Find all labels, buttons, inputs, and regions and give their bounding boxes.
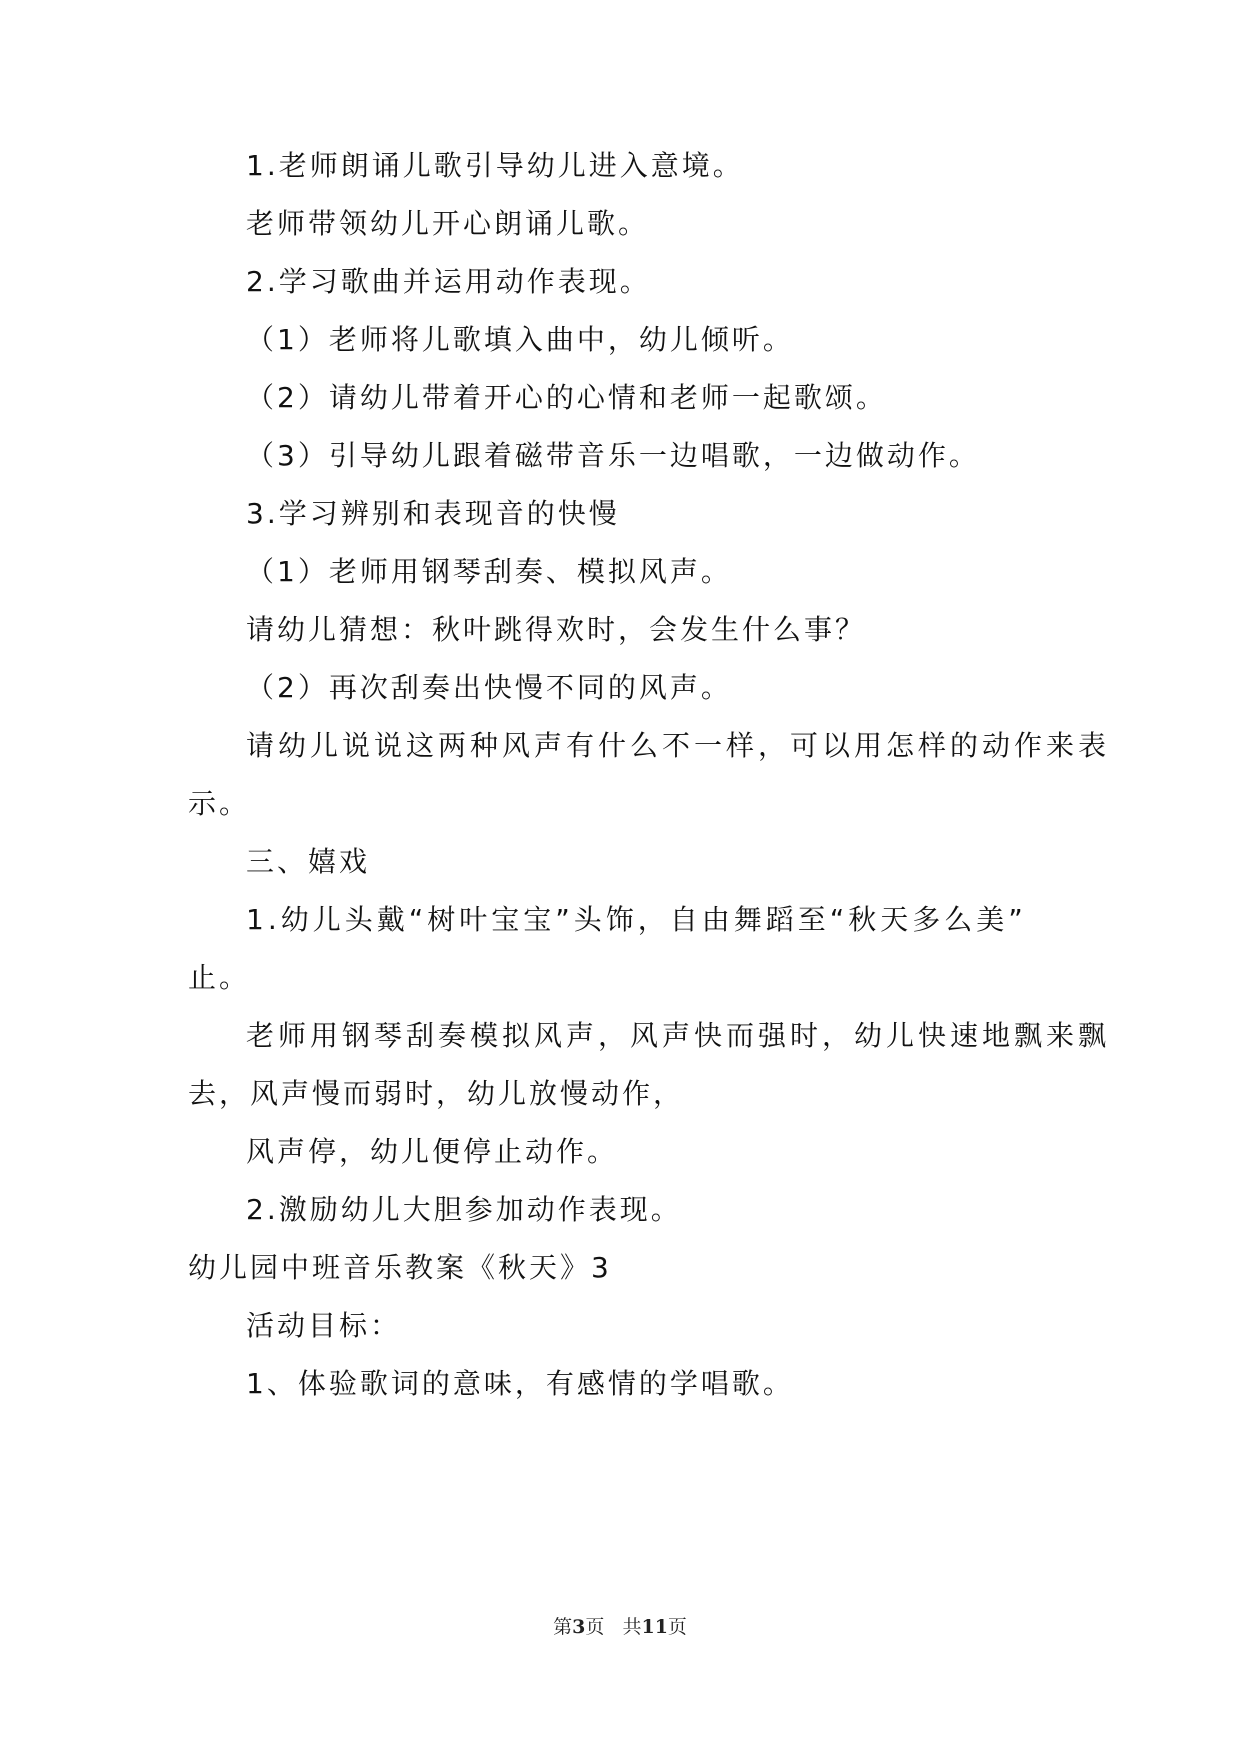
page-unit: 页 xyxy=(585,1616,605,1638)
page-footer xyxy=(0,1614,1240,1640)
total-pages: 11 xyxy=(641,1616,668,1638)
section-heading: 三、嬉戏 xyxy=(246,845,371,878)
text-line: （1）老师将儿歌填入曲中，幼儿倾听。 xyxy=(246,323,794,356)
text-line: 示。 xyxy=(188,787,251,820)
page-number: 3 xyxy=(572,1616,586,1638)
page-prefix: 第 xyxy=(553,1616,573,1638)
text-line: （2）再次刮奏出快慢不同的风声。 xyxy=(246,671,732,704)
text-line: 2.学习歌曲并运用动作表现。 xyxy=(246,265,651,298)
section-heading: 活动目标： xyxy=(246,1309,402,1342)
text-line: （2）请幼儿带着开心的心情和老师一起歌颂。 xyxy=(246,381,887,414)
text-line: 老师用钢琴刮奏模拟风声，风声快而强时，幼儿快速地飘来飘 xyxy=(246,1019,1111,1052)
text-line: 风声停，幼儿便停止动作。 xyxy=(246,1135,619,1168)
text-line: 3.学习辨别和表现音的快慢 xyxy=(246,497,620,530)
text-line: 老师带领幼儿开心朗诵儿歌。 xyxy=(246,207,650,240)
text-line: 去，风声慢而弱时，幼儿放慢动作， xyxy=(188,1077,685,1110)
text-line: 1.幼儿头戴“树叶宝宝”头饰，自由舞蹈至“秋天多么美” xyxy=(246,903,1027,936)
document-title: 幼儿园中班音乐教案《秋天》3 xyxy=(188,1251,612,1284)
total-unit: 页 xyxy=(667,1616,687,1638)
text-line: 请幼儿说说这两种风声有什么不一样，可以用怎样的动作来表 xyxy=(246,729,1111,762)
text-line: 请幼儿猜想：秋叶跳得欢时，会发生什么事？ xyxy=(246,613,867,646)
text-line: 2.激励幼儿大胆参加动作表现。 xyxy=(246,1193,682,1226)
text-line: 止。 xyxy=(188,961,251,994)
total-prefix: 共 xyxy=(622,1616,642,1638)
text-line: 1.老师朗诵儿歌引导幼儿进入意境。 xyxy=(246,149,744,182)
text-line: （1）老师用钢琴刮奏、模拟风声。 xyxy=(246,555,732,588)
text-line: （3）引导幼儿跟着磁带音乐一边唱歌，一边做动作。 xyxy=(246,439,980,472)
text-line: 1、体验歌词的意味，有感情的学唱歌。 xyxy=(246,1367,794,1400)
